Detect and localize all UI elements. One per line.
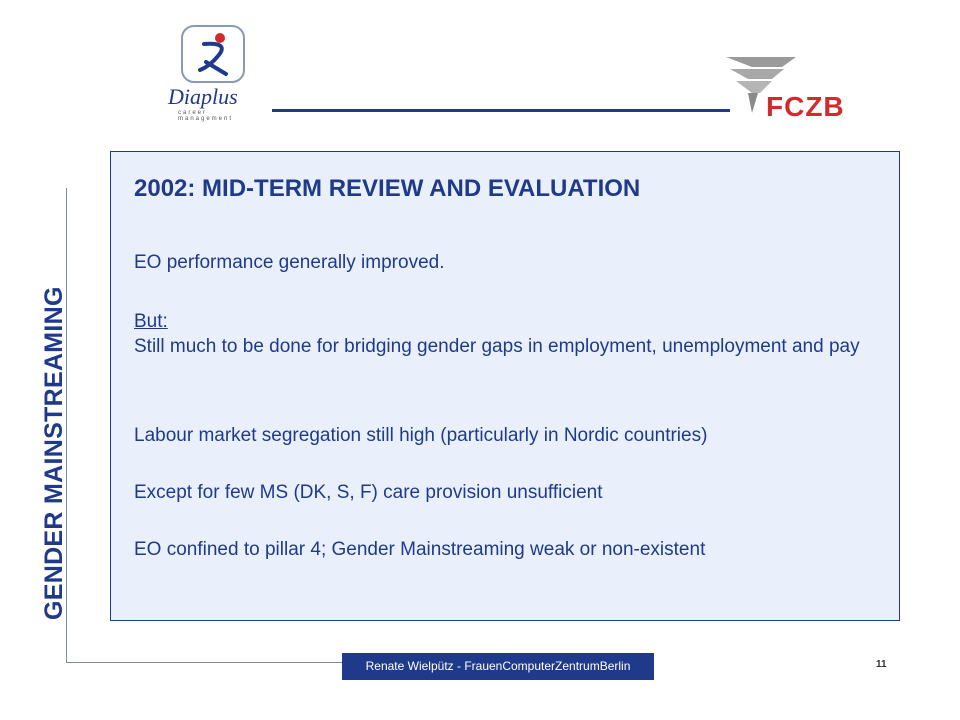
diaplus-logo-text: Diaplus (168, 84, 238, 109)
paragraph-gender-gaps: Still much to be done for bridging gender gaps in employment, unemployment and pay (134, 336, 860, 357)
fczb-logo (722, 55, 845, 125)
bottom-rule (66, 662, 342, 663)
paragraph-pillar-4: EO confined to pillar 4; Gender Mainstreaming weak or non-existent (134, 539, 706, 560)
page-number: 11 (876, 659, 887, 670)
but-label: But: (134, 311, 168, 332)
paragraph-care-provision: Except for few MS (DK, S, F) care provision unsufficient (134, 482, 603, 503)
diaplus-tagline: career management (178, 110, 234, 122)
paragraph-eo-performance: EO performance generally improved. (134, 252, 445, 273)
header-rule (272, 109, 730, 112)
diaplus-logo (160, 22, 260, 122)
footer-author: Renate Wielpütz - FrauenComputerZentrumBerlin (342, 653, 654, 680)
slide-heading: 2002: MID-TERM REVIEW AND EVALUATION (134, 175, 641, 202)
side-title: GENDER MAINSTREAMING (40, 286, 68, 620)
paragraph-segregation: Labour market segregation still high (particularly in Nordic countries) (134, 425, 708, 446)
fczb-logo-text: FCZB (766, 91, 845, 122)
diaplus-emblem-icon (160, 22, 260, 92)
